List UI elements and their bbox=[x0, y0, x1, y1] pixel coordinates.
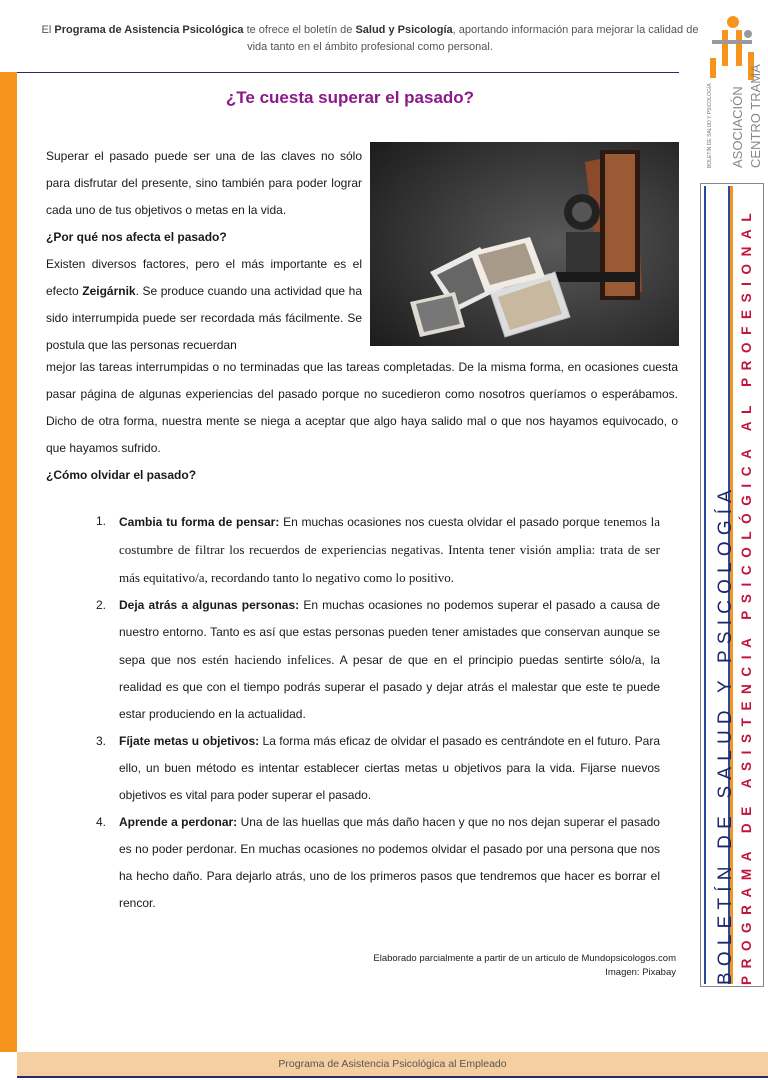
zeigarnik-paragraph: Existen diversos factores, pero el más importante es el efecto Zeigárnik. Se produce cuando una actividad que ha sido interrumpida puede ser recordada más fácilmente. Se postula que las personas recuerdan bbox=[46, 257, 362, 352]
list-item-heading: Cambia tu forma de pensar: bbox=[119, 515, 280, 529]
list-item: 2. Deja atrás a algunas personas: En muchas ocasiones no podemos superar el pasado a causa de nuestro entorno. Tanto es así que estas personas pueden tener amistades que conservan aunque se sepa que nos estén haciendo infelices. A pesar de que en el principio puedas sentirte sólo/a, la realidad es que con el tiempo podrás superar el pasado y dejar atrás el malestar que este te puede estar produciendo en la actualidad. bbox=[96, 598, 661, 721]
left-orange-bar bbox=[0, 72, 17, 1052]
association-logo bbox=[700, 12, 766, 172]
subtitle-how: ¿Cómo olvidar el pasado? bbox=[46, 468, 197, 482]
vintage-camera-photo bbox=[370, 142, 679, 346]
footer-text: Programa de Asistencia Psicológica al Empleado bbox=[278, 1058, 507, 1070]
logo-small-text: BOLETÍN DE SALUD Y PSICOLOGÍA bbox=[707, 83, 713, 168]
source-credit bbox=[373, 952, 676, 980]
zeigarnik-paragraph-continued: mejor las tareas interrumpidas o no terminadas que las tareas completadas. De la misma forma, en ocasiones cuesta pasar página de algunas experiencias del pasado porque no sucedieron como nosotros queríamos o esperábamos. Dicho de otra forma, nuestra mente se niega a aceptar que algo haya salido mal o que nos hayamos equivocado, o que hayamos sufrido. bbox=[46, 360, 678, 455]
full-width-paragraphs bbox=[46, 354, 678, 489]
list-item-heading: Deja atrás a algunas personas: bbox=[119, 598, 300, 612]
list-item: 1. Cambia tu forma de pensar: En muchas ocasiones nos cuesta olvidar el pasado porque tenemos la costumbre de filtrar los recuerdos de experiencias negativas. Intenta tener visión amplia: trata de ser más equitativo/a, recordando tanto lo negativo como lo positivo. bbox=[96, 514, 660, 585]
subtitle-why: ¿Por qué nos afecta el pasado? bbox=[46, 230, 227, 244]
zeigarnik-term: Zeigárnik bbox=[82, 284, 136, 298]
sidebar-bulletin-title: BOLETÍN DE SALUD Y PSICOLOGÍA bbox=[715, 483, 736, 985]
list-item: 4. Aprende a perdonar: Una de las huellas que más daño hacen y que no nos dejan superar el pasado es no poder perdonar. En muchas ocasiones no podemos olvidar el pasado por una persona que nos ha hecho daño. Para dejarlo atrás, uno de los primeros pasos que tendremos que hacer es borrar el rencor. bbox=[96, 815, 660, 910]
tips-list bbox=[96, 508, 660, 917]
list-item-heading: Fíjate metas u objetivos: bbox=[119, 734, 260, 748]
intro-paragraphs bbox=[46, 143, 362, 359]
header-description: El Programa de Asistencia Psicológica te ofrece el boletín de Salud y Psicología, aportando información para mejorar la calidad de vida tanto en el ámbito profesional como personal. bbox=[41, 24, 699, 53]
credit-source: Elaborado parcialmente a partir de un articulo de Mundopsicologos.com bbox=[373, 953, 676, 964]
logo-text-association: ASOCIACIÓN bbox=[730, 86, 745, 168]
footer-rule bbox=[17, 1076, 768, 1078]
article-title: ¿Te cuesta superar el pasado? bbox=[225, 88, 475, 107]
header-divider bbox=[17, 72, 679, 73]
logo-text-centro-trama: CENTRO TRAMA bbox=[748, 64, 763, 168]
list-item: 3. Fíjate metas u objetivos: La forma más eficaz de olvidar el pasado es centrándote en el futuro. Para ello, un buen método es intentar establecer ciertas metas u objetivos para la vida. Fijarse nuevos objetivos es vital para poder superar el pasado. bbox=[96, 734, 660, 802]
list-item-heading: Aprende a perdonar: bbox=[119, 815, 238, 829]
credit-image: Imagen: Pixabay bbox=[605, 967, 676, 978]
sidebar-program-title: PROGRAMA DE ASISTENCIA PSICOLÓGICA AL PROFESIONAL bbox=[739, 205, 754, 985]
page-footer bbox=[17, 1052, 768, 1076]
intro-paragraph: Superar el pasado puede ser una de las claves no sólo para disfrutar del presente, sino también para poder lograr cada uno de tus objetivos o metas en la vida. bbox=[46, 149, 362, 217]
